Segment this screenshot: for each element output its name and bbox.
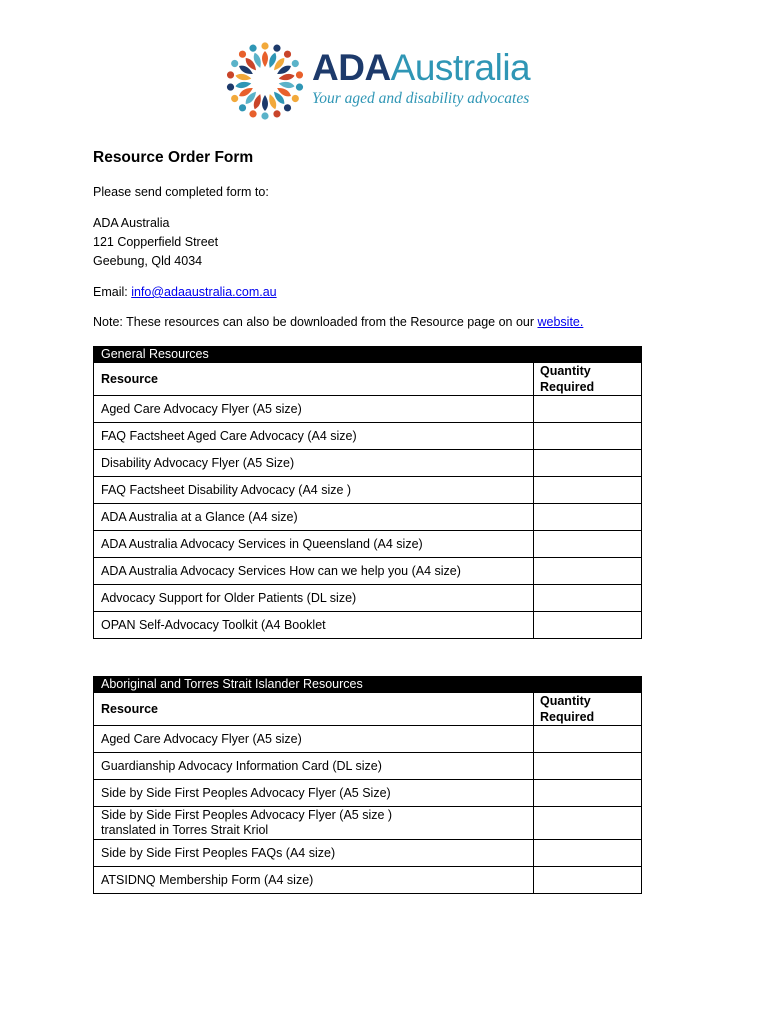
- quantity-input-cell[interactable]: [534, 477, 642, 504]
- resource-cell: Guardianship Advocacy Information Card (DL size): [94, 753, 534, 780]
- resource-cell: [94, 807, 534, 840]
- note-line: [93, 313, 583, 332]
- quantity-input-cell[interactable]: [534, 867, 642, 894]
- quantity-input-cell[interactable]: [534, 558, 642, 585]
- table-caption: Aboriginal and Torres Strait Islander Resources: [94, 677, 642, 693]
- note-text: Note: These resources can also be downloaded from the Resource page on our: [93, 315, 538, 329]
- quantity-input-cell[interactable]: [534, 423, 642, 450]
- column-header-resource: Resource: [94, 693, 534, 726]
- quantity-input-cell[interactable]: [534, 450, 642, 477]
- atsi-resources-table: [93, 676, 642, 894]
- address-line-1: ADA Australia: [93, 216, 170, 230]
- send-instructions: Please send completed form to:: [93, 185, 269, 199]
- resource-cell: Side by Side First Peoples FAQs (A4 size): [94, 840, 534, 867]
- resource-cell: ADA Australia Advocacy Services in Queensland (A4 size): [94, 531, 534, 558]
- resource-cell: Disability Advocacy Flyer (A5 Size): [94, 450, 534, 477]
- quantity-input-cell[interactable]: [534, 531, 642, 558]
- quantity-header-line-1: Quantity: [540, 694, 591, 708]
- quantity-input-cell[interactable]: [534, 780, 642, 807]
- website-link[interactable]: website.: [537, 315, 584, 329]
- logo-ada-text: ADA: [312, 47, 391, 88]
- resource-cell: ADA Australia at a Glance (A4 size): [94, 504, 534, 531]
- ada-australia-logo: [224, 38, 554, 122]
- quantity-header-line-2: Required: [540, 380, 595, 394]
- resource-line-1: Side by Side First Peoples Advocacy Flyer (A5 size ): [101, 808, 393, 822]
- quantity-input-cell[interactable]: [534, 807, 642, 840]
- column-header-quantity: [534, 363, 642, 396]
- logo-tagline: Your aged and disability advocates: [312, 90, 530, 107]
- resource-cell: Side by Side First Peoples Advocacy Flyer (A5 Size): [94, 780, 534, 807]
- quantity-input-cell[interactable]: [534, 726, 642, 753]
- email-label: Email:: [93, 285, 132, 299]
- table-caption: General Resources: [94, 347, 642, 363]
- resource-cell: FAQ Factsheet Aged Care Advocacy (A4 size): [94, 423, 534, 450]
- quantity-input-cell[interactable]: [534, 504, 642, 531]
- address-line-3: Geebung, Qld 4034: [93, 254, 203, 268]
- resource-cell: ATSIDNQ Membership Form (A4 size): [94, 867, 534, 894]
- column-header-quantity: [534, 693, 642, 726]
- general-resources-table: [93, 346, 642, 639]
- email-link[interactable]: info@adaaustralia.com.au: [131, 285, 277, 299]
- column-header-resource: Resource: [94, 363, 534, 396]
- page-title: Resource Order Form: [93, 149, 254, 166]
- resource-cell: Aged Care Advocacy Flyer (A5 size): [94, 726, 534, 753]
- sunburst-logo-icon: [224, 40, 306, 122]
- email-line: [93, 283, 277, 302]
- resource-cell: FAQ Factsheet Disability Advocacy (A4 size ): [94, 477, 534, 504]
- quantity-header-line-1: Quantity: [540, 364, 591, 378]
- logo-australia-text: Australia: [390, 47, 531, 88]
- resource-cell: OPAN Self-Advocacy Toolkit (A4 Booklet: [94, 612, 534, 639]
- resource-cell: Advocacy Support for Older Patients (DL size): [94, 585, 534, 612]
- logo-wordmark: [312, 48, 530, 88]
- quantity-input-cell[interactable]: [534, 396, 642, 423]
- address-line-2: 121 Copperfield Street: [93, 235, 219, 249]
- quantity-header-line-2: Required: [540, 710, 595, 724]
- quantity-input-cell[interactable]: [534, 585, 642, 612]
- quantity-input-cell[interactable]: [534, 840, 642, 867]
- quantity-input-cell[interactable]: [534, 612, 642, 639]
- resource-cell: Aged Care Advocacy Flyer (A5 size): [94, 396, 534, 423]
- quantity-input-cell[interactable]: [534, 753, 642, 780]
- resource-line-2: translated in Torres Strait Kriol: [101, 823, 269, 837]
- resource-cell: ADA Australia Advocacy Services How can we help you (A4 size): [94, 558, 534, 585]
